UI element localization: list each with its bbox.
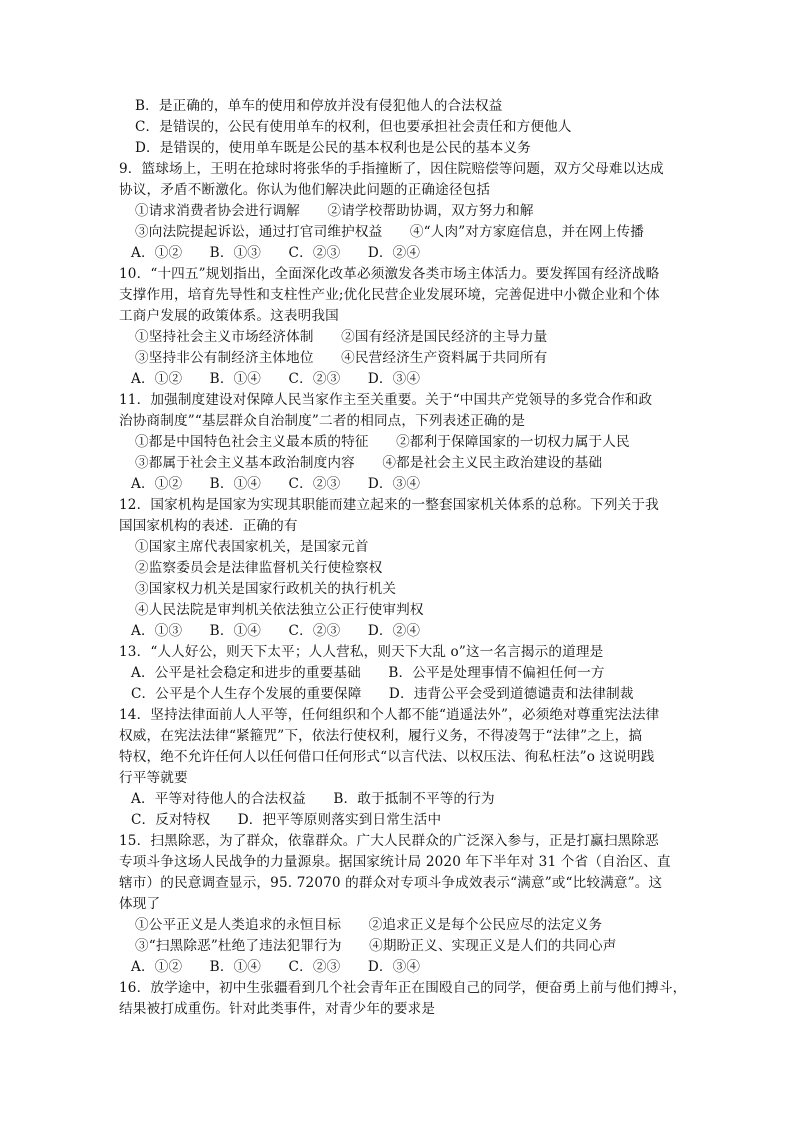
q15-stem-line-3: 辖市）的民意调查显示，95. 72070 的群众对专项斗争成效表示“满意”或“比较满意”。这 <box>119 875 663 891</box>
q8-option-b: B．是正确的，单车的使用和停放并没有侵犯他人的合法权益 <box>135 98 503 114</box>
q15-statements-1: ①公平正义是人类追求的永恒目标 ②追求正义是每个公民应尽的法定义务 <box>135 917 603 933</box>
q13-stem: 13．“人人好公，则天下太平；人人营私，则天下大乱 o”这一名言揭示的道理是 <box>119 644 604 660</box>
q12-statement-2: ②监察委员会是法律监督机关行使检察权 <box>135 560 383 576</box>
q10-options: A．①② B．①④ C．②③ D．③④ <box>131 371 421 387</box>
q16-stem-line-2: 结果被打成重伤。针对此类事件，对青少年的要求是 <box>119 1001 436 1017</box>
q9-stem-line-2: 协议，矛盾不断激化。你认为他们解决此问题的正确途径包括 <box>119 182 491 198</box>
q15-options: A．①② B．①④ C．②③ D．③④ <box>131 959 421 975</box>
q9-statements-2: ③向法院提起诉讼，通过打官司维护权益 ④“人肉”对方家庭信息，并在网上传播 <box>135 224 644 240</box>
q14-stem-line-3: 特权，绝不允许任何人以任何借口任何形式“以言代法、以权压法、徇私枉法”o 这说明践 <box>119 749 655 765</box>
q12-statement-3: ③国家权力机关是国家行政机关的执行机关 <box>135 581 397 597</box>
q13-options-cd: C．公平是个人生存个发展的重要保障 D．违背公平会受到道德谴责和法律制裁 <box>131 686 634 702</box>
q9-statements-1: ①请求消费者协会进行调解 ②请学校帮助协调，双方努力和解 <box>135 203 534 219</box>
q14-stem-line-1: 14．坚持法律面前人人平等，任何组织和个人都不能“逍遥法外”，必须绝对尊重宪法法律 <box>119 707 660 723</box>
q14-stem-line-4: 行平等就要 <box>119 770 188 786</box>
q12-statement-4: ④人民法院是审判机关依法独立公正行使审判权 <box>135 602 424 618</box>
q14-stem-line-2: 权威，在宪法法律“紧箍咒”下，依法行使权利，履行义务，不得凌驾于“法律”之上，搞 <box>119 728 643 744</box>
q11-statements-1: ①都是中国特色社会主义最本质的特征 ②都利于保障国家的一切权力属于人民 <box>135 434 630 450</box>
q9-options: A．①② B．①③ C．②③ D．②④ <box>131 245 421 261</box>
q15-statements-2: ③“扫黑除恶”杜绝了违法犯罪行为 ④期盼正义、实现正义是人们的共同心声 <box>135 938 617 954</box>
q10-stem-line-1: 10．“十四五”规划指出，全面深化改革必须激发各类市场主体活力。要发挥国有经济战略 <box>119 266 660 282</box>
q9-stem-line-1: 9．篮球场上，王明在抢球时将张华的手指撞断了，因住院赔偿等问题，双方父母难以达成 <box>119 161 664 177</box>
q14-options-cd: C．反对特权 D．把平等原则落实到日常生活中 <box>131 812 442 828</box>
q14-options-ab: A．平等对待他人的合法权益 B．敢于抵制不平等的行为 <box>131 791 495 807</box>
q13-options-ab: A．公平是社会稳定和进步的重要基础 B．公平是处理事情不偏袒任何一方 <box>131 665 605 681</box>
q12-options: A．①③ B．①④ C．②③ D．②④ <box>131 623 421 639</box>
q16-stem-line-1: 16．放学途中，初中生张疆看到几个社会青年正在围殴自己的同学，便奋勇上前与他们搏斗， <box>119 980 687 996</box>
q10-statements-1: ①坚持社会主义市场经济体制 ②国有经济是国民经济的主导力量 <box>135 329 548 345</box>
q11-stem-line-2: 治协商制度”“基层群众自治制度”二者的相同点，下列表述正确的是 <box>119 413 526 429</box>
q15-stem-line-2: 专项斗争这场人民战争的力量源泉。据国家统计局 2020 年下半年对 31 个省（自治区、直 <box>119 854 671 870</box>
q15-stem-line-4: 体现了 <box>119 896 161 912</box>
q12-statement-1: ①国家主席代表国家机关，是国家元首 <box>135 539 369 555</box>
q8-option-d: D．是错误的，使用单车既是公民的基本权利也是公民的基本义务 <box>135 140 531 156</box>
q10-statements-2: ③坚持非公有制经济主体地位 ④民营经济生产资料属于共同所有 <box>135 350 548 366</box>
q8-option-c: C．是错误的，公民有使用单车的权利，但也要承担社会责任和方便他人 <box>135 119 572 135</box>
q11-stem-line-1: 11．加强制度建设对保障人民当家作主至关重要。关于“中国共产党领导的多党合作和政 <box>119 392 653 408</box>
q11-options: A．①② B．①④ C．②③ D．③④ <box>131 476 421 492</box>
q10-stem-line-2: 支撑作用，培育先导性和支柱性产业;优化民营企业发展环境，完善促进中小微企业和个体 <box>119 287 660 303</box>
q12-stem-line-1: 12．国家机构是国家为实现其职能而建立起来的一整套国家机关体系的总称。下列关于我 <box>119 497 659 513</box>
q11-statements-2: ③都属于社会主义基本政治制度内容 ④都是社会主义民主政治建设的基础 <box>135 455 603 471</box>
q10-stem-line-3: 工商户发展的政策体系。这表明我国 <box>119 308 339 324</box>
q15-stem-line-1: 15．扫黑除恶，为了群众，依靠群众。广大人民群众的广泛深入参与，正是打赢扫黑除恶 <box>119 833 659 849</box>
q12-stem-line-2: 国国家机构的表述．正确的有 <box>119 518 298 534</box>
